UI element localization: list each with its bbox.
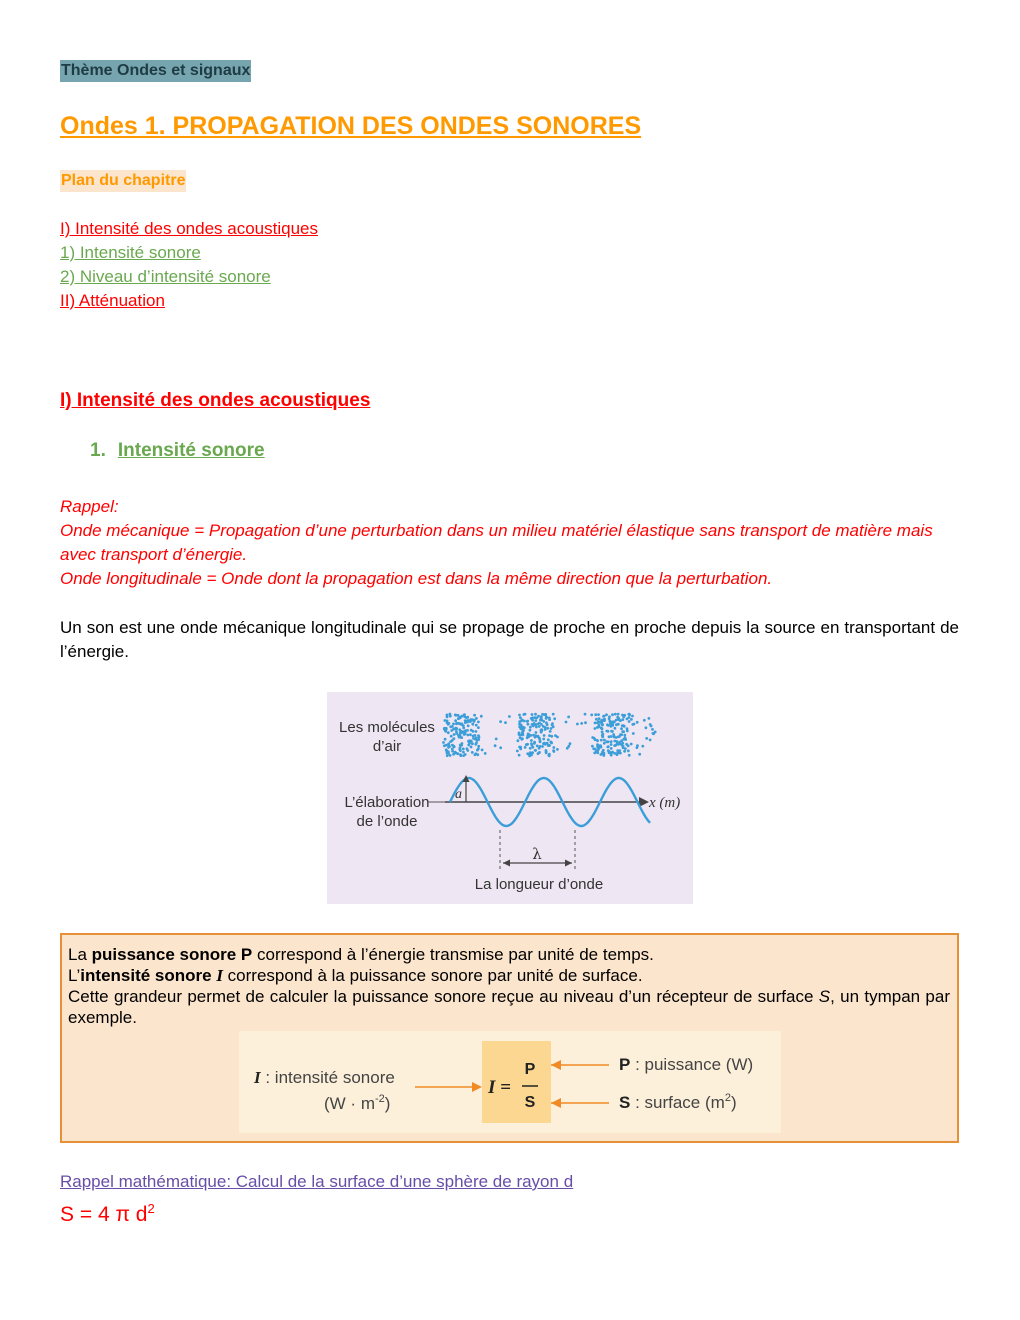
rappel-onde-longitudinale: Onde longitudinale = Onde dont la propagation est dans la même direction que la perturbation. [60,569,773,588]
section-heading: I) Intensité des ondes acoustiques [60,390,371,411]
lambda-label: λ [532,845,542,863]
elaboration-label-1: L’élaboration [344,794,430,811]
molecules-label-2: d’air [372,738,402,755]
intensity-formula-figure [239,1031,781,1133]
elaboration-label-2: de l’onde [356,813,418,830]
molecules-label-1: Les molécules [339,719,435,736]
x-axis-label: x (m) [649,795,681,811]
subsection-number: 1. [90,440,106,461]
intensity-label: I : intensité sonore [254,1068,395,1087]
subsection-label: Intensité sonore [117,440,265,461]
theme-tag: Thème Ondes et signaux [60,60,251,82]
intensity-unit: $(W \cdot m^{-2})$ [324,1093,391,1113]
definition-puissance: La puissance sonore P correspond à l’énergie transmise par unité de temps. [68,945,654,964]
definition-grandeur: Cette grandeur permet de calculer la puissance sonore reçue au niveau d’un récepteur de surface S, un tympan par exemple. [68,987,950,1027]
surface-label: S : surface $(m^2)$ [619,1092,737,1112]
formula-lhs: I = [488,1077,511,1098]
toc-link-intensite-sonore[interactable]: 1) Intensité sonore [60,243,201,262]
sphere-surface-formula: S = 4 π $d^2$ [60,1201,155,1226]
wavelength-arrow-right [565,860,572,867]
definition-text [68,944,950,1028]
maths-reminder-link[interactable]: Rappel mathématique: Calcul de la surface d’une sphère de rayon d [60,1172,574,1191]
rappel-block [60,495,960,591]
amplitude-label: a [455,787,462,802]
intensity-arrowhead [472,1082,482,1092]
toc-link-attenuation[interactable]: II) Atténuation [60,291,165,310]
rappel-label: Rappel: [60,497,119,516]
formula-denominator: S [524,1094,536,1111]
plan-heading: Plan du chapitre [60,170,186,192]
subsection-heading [90,438,265,464]
air-molecules [442,713,656,758]
toc-link-intensite-ondes[interactable]: I) Intensité des ondes acoustiques [60,219,318,238]
definition-intensite: L’intensité sonore I correspond à la puissance sonore par unité de surface. [68,966,643,985]
page-title: Ondes 1. PROPAGATION DES ONDES SONORES [60,112,642,140]
wavelength-arrow-left [503,860,510,867]
formula-numerator: P [524,1061,536,1078]
wave-diagram [327,692,693,904]
power-arrowhead [551,1060,561,1070]
surface-arrowhead [551,1098,561,1108]
table-of-contents [60,217,318,313]
rappel-onde-mecanique: Onde mécanique = Propagation d’une perturbation dans un milieu matériel élastique sans transport de matière mais avec transport d’énergie. [60,521,933,564]
wave-figure [327,692,693,904]
toc-link-niveau-intensite[interactable]: 2) Niveau d’intensité sonore [60,267,271,286]
body-paragraph: Un son est une onde mécanique longitudinale qui se propage de proche en proche depuis la source en transportant de l’énergie. [60,618,959,661]
wavelength-label: La longueur d’onde [474,876,604,893]
power-label: P : puissance (W) [619,1055,754,1074]
formula-diagram [239,1031,781,1133]
